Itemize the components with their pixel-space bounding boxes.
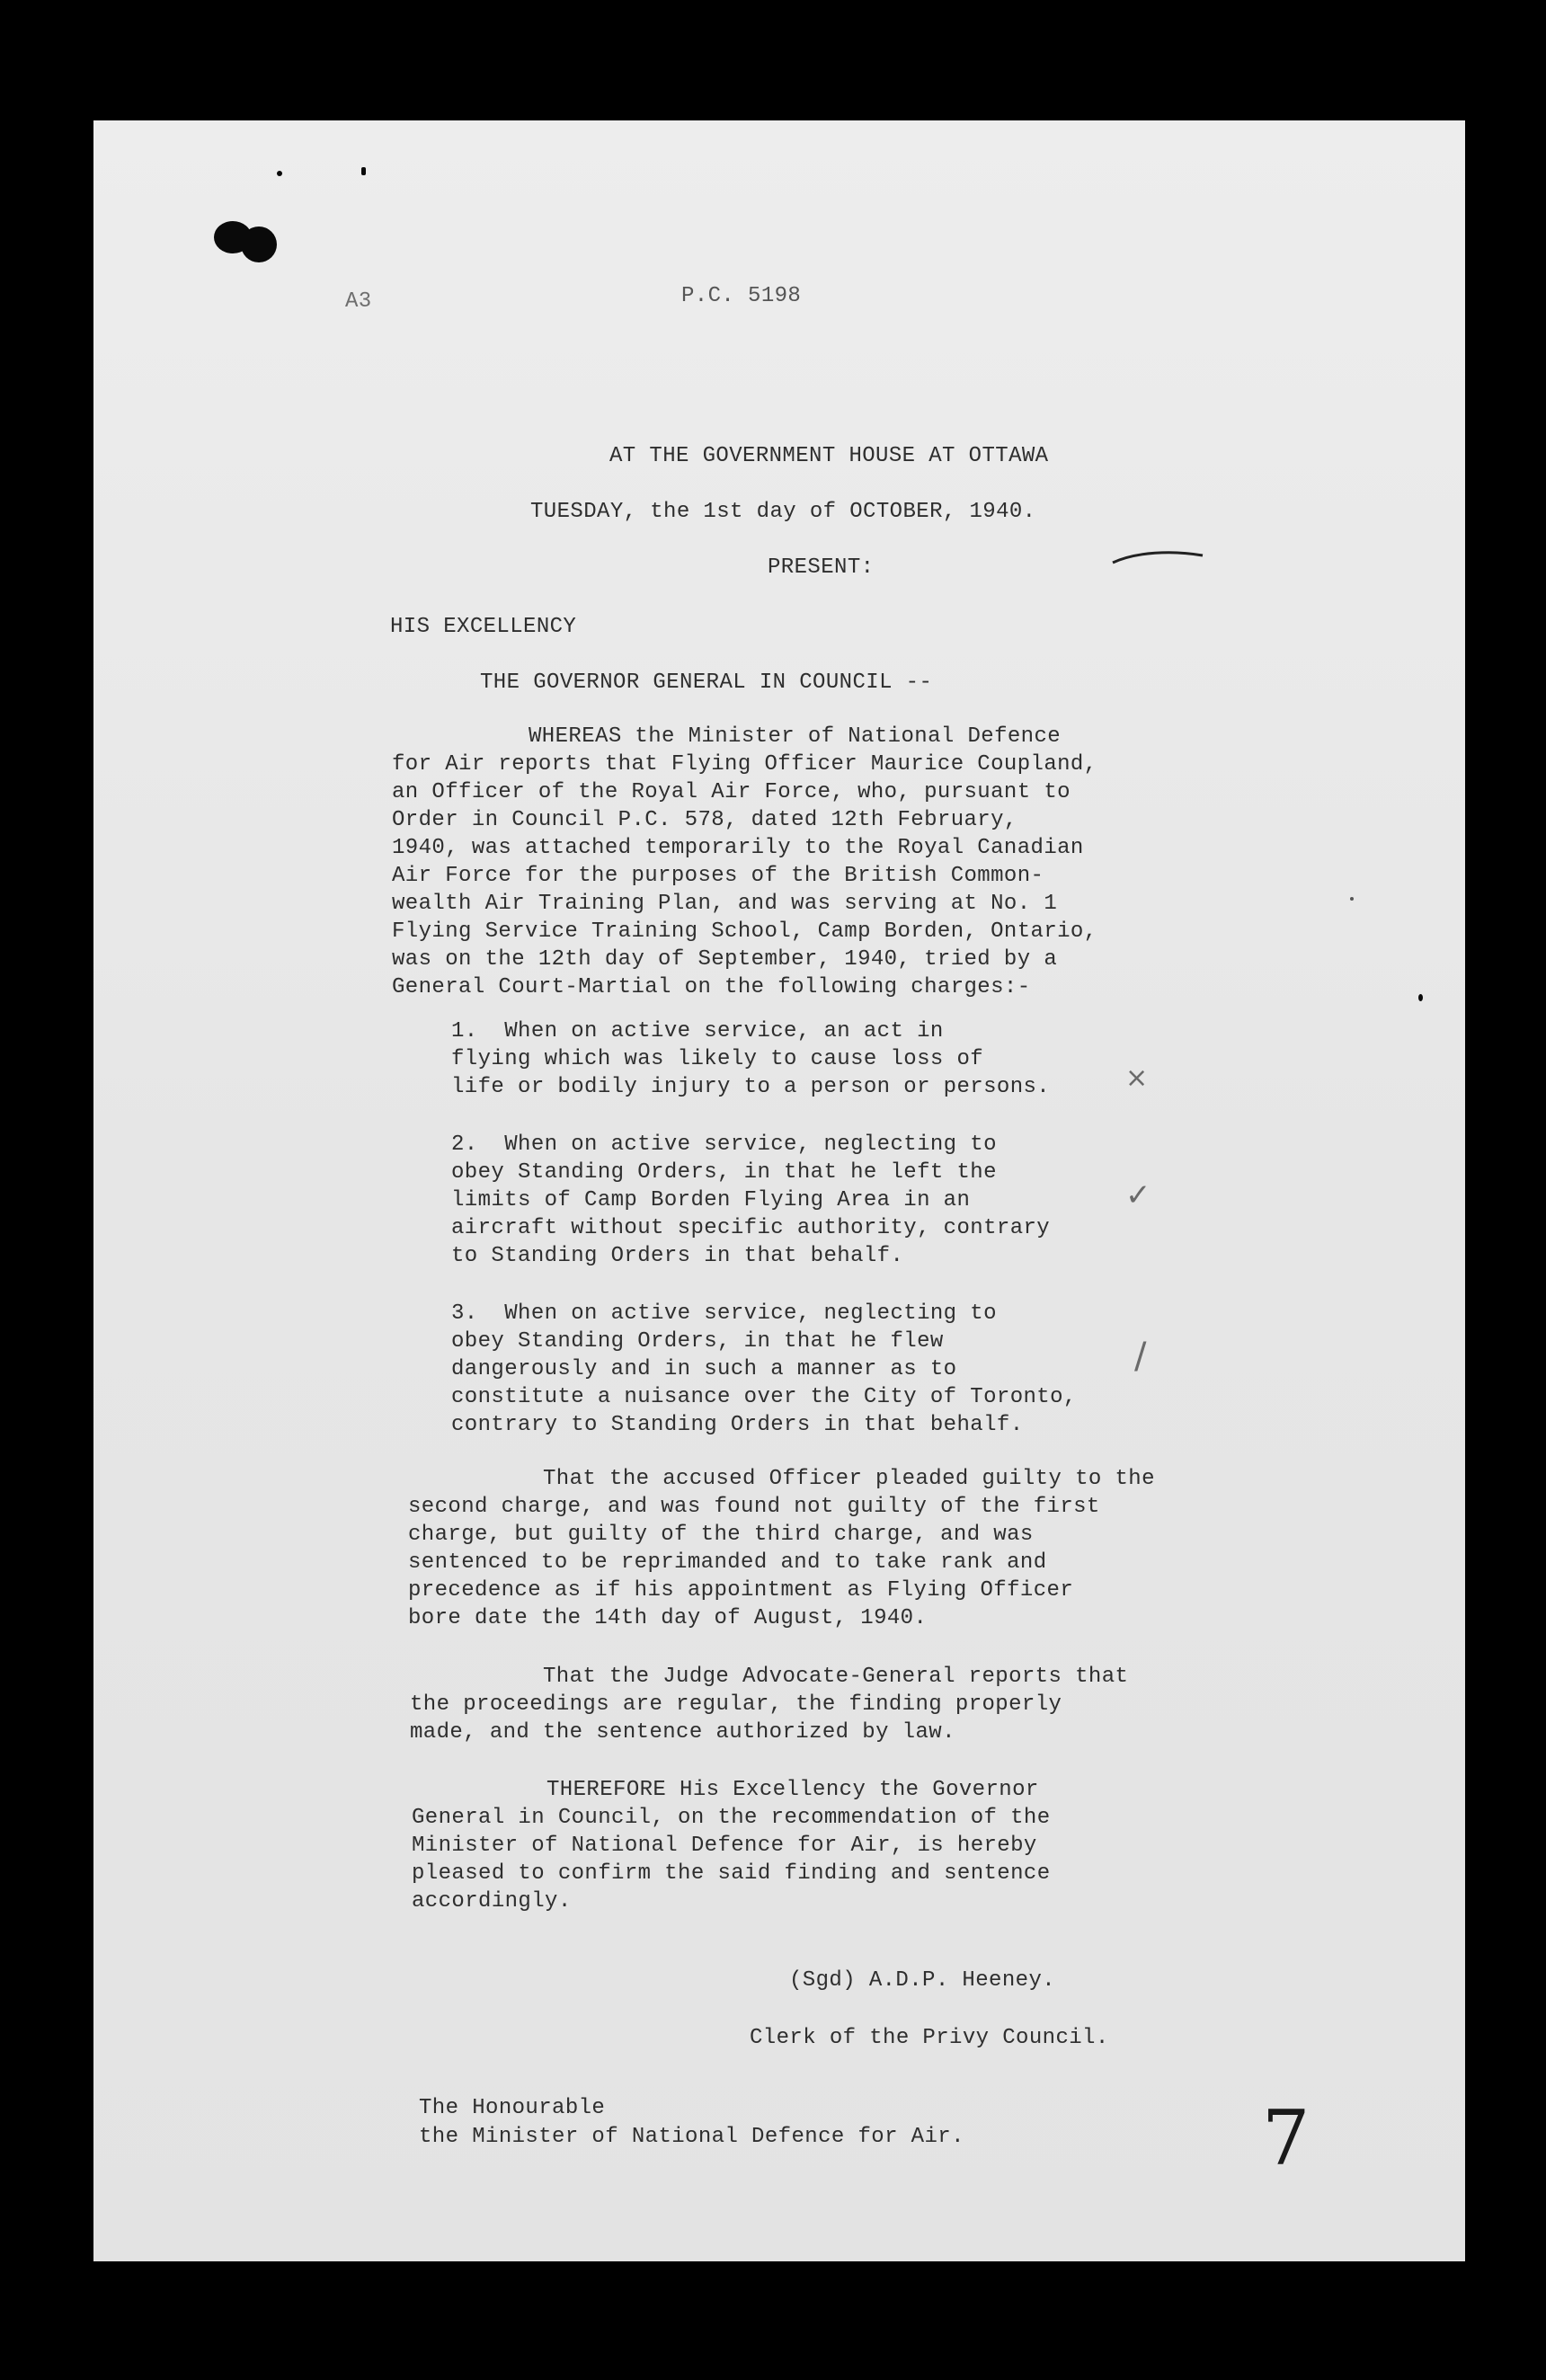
whereas-paragraph (392, 723, 1097, 1001)
whereas-line: WHEREAS the Minister of National Defence (529, 724, 1062, 749)
ink-dot (361, 167, 366, 175)
charge-line: life or bodily injury to a person or persons. (451, 1075, 1051, 1099)
finding-line: charge, but guilty of the third charge, and was (408, 1523, 1034, 1547)
charge-3 (451, 1300, 1077, 1439)
judge-advocate-paragraph (410, 1663, 1128, 1746)
finding-paragraph (408, 1465, 1155, 1632)
ink-dot (277, 171, 282, 176)
charge-line: to Standing Orders in that behalf. (451, 1244, 904, 1268)
his-excellency: HIS EXCELLENCY (390, 615, 577, 639)
cross-mark-icon: × (1125, 1062, 1149, 1094)
whereas-line: Air Force for the purposes of the British Common- (392, 864, 1044, 888)
pen-stroke (1109, 543, 1208, 570)
charge-line: dangerously and in such a manner as to (451, 1357, 957, 1381)
whereas-line: Order in Council P.C. 578, dated 12th February, (392, 808, 1017, 832)
therefore-line: pleased to confirm the said finding and sentence (412, 1861, 1051, 1886)
signature-line: (Sgd) A.D.P. Heeney. (789, 1968, 1056, 1993)
document-page (93, 120, 1465, 2261)
therefore-line: accordingly. (412, 1889, 572, 1914)
judge-line: That the Judge Advocate-General reports that (543, 1665, 1129, 1689)
therefore-paragraph (412, 1776, 1051, 1915)
speck (1350, 897, 1354, 901)
charge-line: obey Standing Orders, in that he flew (451, 1329, 944, 1354)
whereas-line: General Court-Martial on the following charges:- (392, 975, 1031, 999)
present-label: PRESENT: (768, 555, 875, 580)
location-heading: AT THE GOVERNMENT HOUSE AT OTTAWA (609, 444, 1049, 468)
governor-general-line: THE GOVERNOR GENERAL IN COUNCIL -- (480, 670, 933, 695)
judge-line: made, and the sentence authorized by law. (410, 1720, 955, 1745)
therefore-line: THEREFORE His Excellency the Governor (546, 1778, 1039, 1802)
corner-label: A3 (345, 289, 372, 314)
order-number: P.C. 5198 (681, 284, 802, 308)
charge-line: limits of Camp Borden Flying Area in an (451, 1188, 971, 1212)
addressee-line: The Honourable (419, 2096, 606, 2120)
speck (1418, 994, 1423, 1001)
whereas-line: for Air reports that Flying Officer Maurice Coupland, (392, 752, 1097, 777)
whereas-line: an Officer of the Royal Air Force, who, pursuant to (392, 780, 1071, 804)
charge-line: aircraft without specific authority, contrary (451, 1216, 1051, 1240)
therefore-line: Minister of National Defence for Air, is hereby (412, 1834, 1037, 1858)
charge-1 (451, 1017, 1050, 1101)
whereas-line: wealth Air Training Plan, and was serving at No. 1 (392, 892, 1058, 916)
charge-line: obey Standing Orders, in that he left the (451, 1160, 997, 1185)
page-number: 7 (1262, 2094, 1311, 2182)
finding-line: bore date the 14th day of August, 1940. (408, 1606, 928, 1630)
slash-mark-icon: / (1134, 1336, 1147, 1377)
date-line: TUESDAY, the 1st day of OCTOBER, 1940. (530, 500, 1036, 524)
charge-line: 3. When on active service, neglecting to (451, 1301, 997, 1326)
charge-line: 1. When on active service, an act in (451, 1019, 944, 1043)
finding-line: That the accused Officer pleaded guilty to the (543, 1467, 1155, 1491)
judge-line: the proceedings are regular, the finding properly (410, 1692, 1062, 1717)
charge-line: 2. When on active service, neglecting to (451, 1132, 997, 1157)
ink-blot (241, 226, 277, 262)
finding-line: second charge, and was found not guilty of the first (408, 1495, 1100, 1519)
signature-title: Clerk of the Privy Council. (750, 2026, 1109, 2050)
charge-line: flying which was likely to cause loss of (451, 1047, 984, 1071)
finding-line: sentenced to be reprimanded and to take rank and (408, 1550, 1047, 1575)
charge-2 (451, 1131, 1050, 1270)
charge-line: contrary to Standing Orders in that behalf. (451, 1413, 1024, 1437)
whereas-line: Flying Service Training School, Camp Borden, Ontario, (392, 919, 1097, 944)
therefore-line: General in Council, on the recommendation of the (412, 1806, 1051, 1830)
whereas-line: 1940, was attached temporarily to the Royal Canadian (392, 836, 1084, 860)
finding-line: precedence as if his appointment as Flying Officer (408, 1578, 1074, 1603)
charge-line: constitute a nuisance over the City of Toronto, (451, 1385, 1077, 1409)
addressee-line: the Minister of National Defence for Air. (419, 2125, 964, 2149)
check-mark-icon: ✓ (1125, 1177, 1151, 1213)
whereas-line: was on the 12th day of September, 1940, tried by a (392, 947, 1058, 972)
